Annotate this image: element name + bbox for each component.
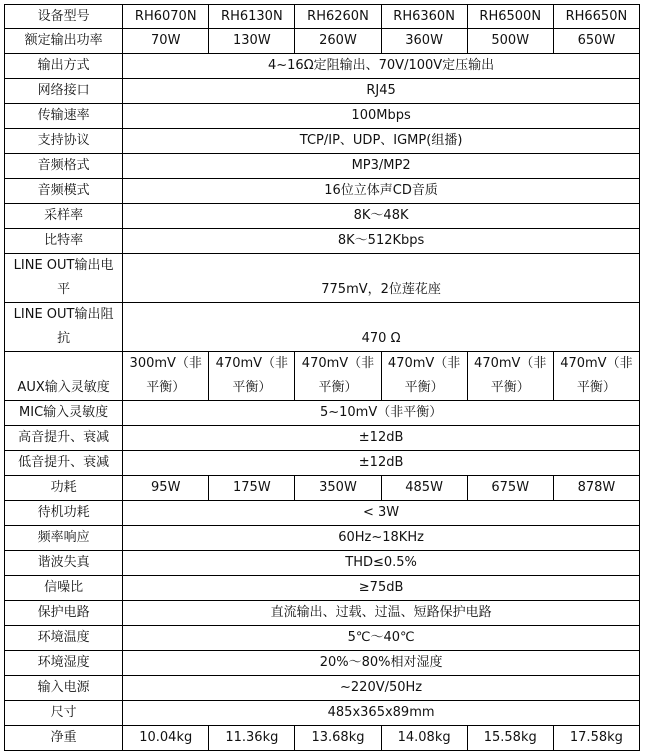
value-cell: 650W: [553, 29, 639, 54]
value-cell: 8K～512Kbps: [123, 229, 640, 254]
value-cell: 13.68kg: [295, 726, 381, 751]
row-audio-mode: [5, 179, 640, 204]
value-cell: RJ45: [123, 79, 640, 104]
value-cell: 8K～48K: [123, 204, 640, 229]
value-cell: ±12dB: [123, 426, 640, 451]
model-cell: RH6130N: [209, 5, 295, 29]
value-line: 平衡）: [232, 380, 272, 395]
value-cell: 4~16Ω定阻输出、70V/100V定压输出: [123, 54, 640, 79]
row-label: 低音提升、衰减: [5, 451, 123, 476]
value-cell: 11.36kg: [209, 726, 295, 751]
value-cell: 5℃～40℃: [123, 626, 640, 651]
value-cell: 485x365x89mm: [123, 701, 640, 726]
row-label: 信噪比: [5, 576, 123, 601]
value-line: 平衡）: [576, 380, 616, 395]
row-network: [5, 79, 640, 104]
value-line: 平衡）: [146, 380, 186, 395]
row-temperature: [5, 626, 640, 651]
value-cell: ≥75dB: [123, 576, 640, 601]
row-thd: [5, 551, 640, 576]
row-label: 音频模式: [5, 179, 123, 204]
value-cell: 878W: [553, 476, 639, 501]
row-label: [5, 254, 123, 303]
value-cell: 20%～80%相对湿度: [123, 651, 640, 676]
row-label: [5, 352, 123, 401]
row-label: 采样率: [5, 204, 123, 229]
model-cell: RH6070N: [123, 5, 209, 29]
row-label: 环境温度: [5, 626, 123, 651]
value-cell: [123, 303, 640, 352]
value-cell: [123, 352, 209, 401]
value-cell: 350W: [295, 476, 381, 501]
value-cell: [123, 254, 640, 303]
row-bitrate: [5, 229, 640, 254]
value-line: 平衡）: [490, 380, 530, 395]
value-cell: 100Mbps: [123, 104, 640, 129]
value-cell: ±12dB: [123, 451, 640, 476]
row-label: 频率响应: [5, 526, 123, 551]
row-protocol: [5, 129, 640, 154]
spec-table: [4, 4, 640, 751]
row-line-out-level: [5, 254, 640, 303]
value-cell: 16位立体声CD音质: [123, 179, 640, 204]
value-cell: 485W: [381, 476, 467, 501]
row-label-text: AUX输入灵敏度: [17, 380, 110, 395]
value-cell: 70W: [123, 29, 209, 54]
value-cell: 675W: [467, 476, 553, 501]
value-cell: 130W: [209, 29, 295, 54]
value-line: 470mV（非: [560, 356, 633, 371]
row-label: 输入电源: [5, 676, 123, 701]
row-rated-power: [5, 29, 640, 54]
row-label-line: 平: [57, 282, 71, 297]
spec-table-container: [4, 4, 640, 751]
model-cell: RH6360N: [381, 5, 467, 29]
value-cell: [553, 352, 639, 401]
row-line-out-impedance: [5, 303, 640, 352]
row-audio-format: [5, 154, 640, 179]
value-line: 470mV（非: [474, 356, 547, 371]
value-cell: 15.58kg: [467, 726, 553, 751]
value-line: 平衡）: [404, 380, 444, 395]
value-text: 470 Ω: [361, 331, 401, 346]
value-cell: TCP/IP、UDP、IGMP(组播): [123, 129, 640, 154]
row-model: [5, 5, 640, 29]
row-output-mode: [5, 54, 640, 79]
model-cell: RH6500N: [467, 5, 553, 29]
row-label-line: LINE OUT输出电: [13, 258, 114, 273]
row-label: 支持协议: [5, 129, 123, 154]
row-label: 尺寸: [5, 701, 123, 726]
row-consumption: [5, 476, 640, 501]
row-label: 高音提升、衰减: [5, 426, 123, 451]
value-cell: 175W: [209, 476, 295, 501]
row-standby: [5, 501, 640, 526]
value-cell: MP3/MP2: [123, 154, 640, 179]
value-line: 300mV（非: [129, 356, 202, 371]
value-cell: 95W: [123, 476, 209, 501]
row-label: 环境湿度: [5, 651, 123, 676]
value-cell: 直流输出、过载、过温、短路保护电路: [123, 601, 640, 626]
model-cell: RH6260N: [295, 5, 381, 29]
row-label-line: LINE OUT输出阻: [13, 307, 114, 322]
row-protection: [5, 601, 640, 626]
row-sample-rate: [5, 204, 640, 229]
value-cell: 260W: [295, 29, 381, 54]
row-humidity: [5, 651, 640, 676]
row-label: 设备型号: [5, 5, 123, 29]
row-power-input: [5, 676, 640, 701]
row-mic-sensitivity: [5, 401, 640, 426]
row-label: 额定输出功率: [5, 29, 123, 54]
value-cell: 5~10mV（非平衡）: [123, 401, 640, 426]
value-line: 470mV（非: [301, 356, 375, 371]
value-cell: 14.08kg: [381, 726, 467, 751]
row-label: 功耗: [5, 476, 123, 501]
row-label: 输出方式: [5, 54, 123, 79]
row-frequency-response: [5, 526, 640, 551]
value-line: 470mV（非: [215, 356, 289, 371]
row-label: 网络接口: [5, 79, 123, 104]
value-cell: [381, 352, 467, 401]
row-label: 净重: [5, 726, 123, 751]
value-line: 平衡）: [318, 380, 358, 395]
row-label: 保护电路: [5, 601, 123, 626]
row-label: 待机功耗: [5, 501, 123, 526]
row-size: [5, 701, 640, 726]
value-text: 775mV，2位莲花座: [321, 282, 441, 297]
value-cell: [295, 352, 381, 401]
value-line: 470mV（非: [387, 356, 461, 371]
model-cell: RH6650N: [553, 5, 639, 29]
value-cell: 500W: [467, 29, 553, 54]
value-cell: 17.58kg: [553, 726, 639, 751]
value-cell: 60Hz~18KHz: [123, 526, 640, 551]
row-speed: [5, 104, 640, 129]
row-aux-sensitivity: [5, 352, 640, 401]
value-cell: 10.04kg: [123, 726, 209, 751]
row-weight: [5, 726, 640, 751]
row-label: MIC输入灵敏度: [5, 401, 123, 426]
value-cell: < 3W: [123, 501, 640, 526]
value-cell: ~220V/50Hz: [123, 676, 640, 701]
value-cell: THD≤0.5%: [123, 551, 640, 576]
value-cell: [209, 352, 295, 401]
value-cell: [467, 352, 553, 401]
row-snr: [5, 576, 640, 601]
row-label: 传输速率: [5, 104, 123, 129]
row-label-line: 抗: [57, 331, 71, 346]
row-bass: [5, 451, 640, 476]
row-label: 音频格式: [5, 154, 123, 179]
value-cell: 360W: [381, 29, 467, 54]
row-label: [5, 303, 123, 352]
row-treble: [5, 426, 640, 451]
row-label: 比特率: [5, 229, 123, 254]
row-label: 谐波失真: [5, 551, 123, 576]
